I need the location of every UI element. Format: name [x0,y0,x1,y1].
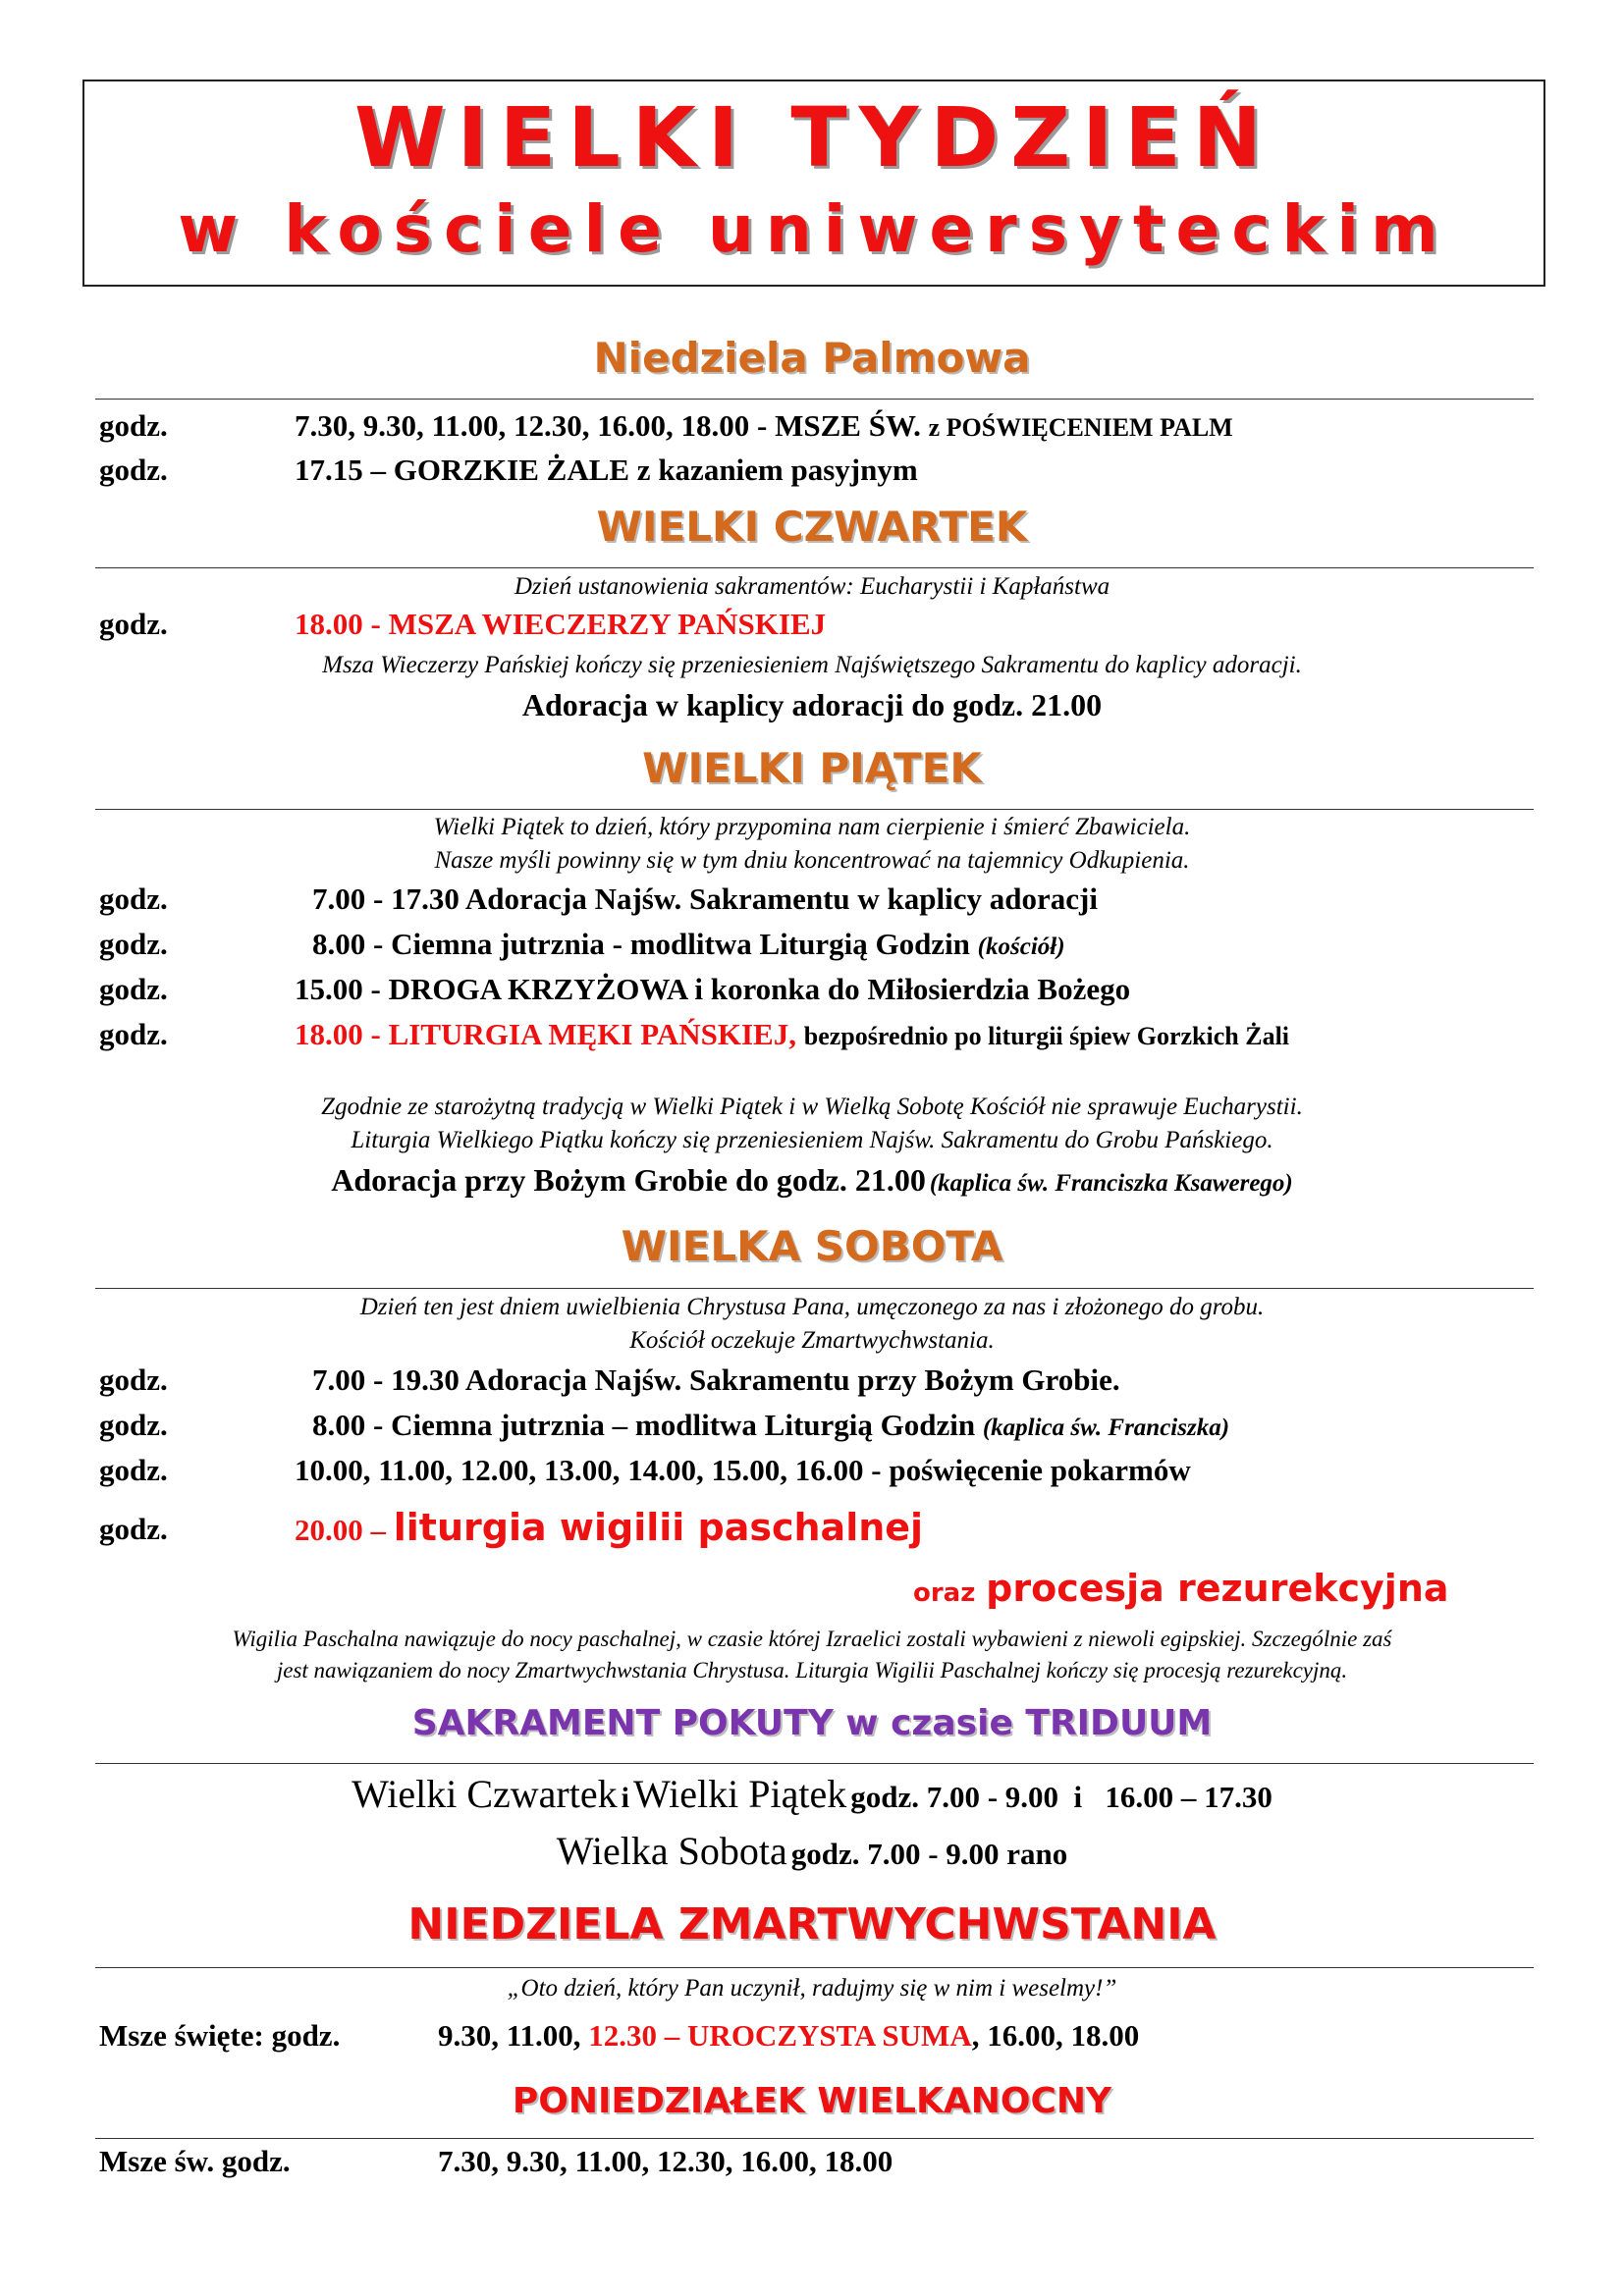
adoration-note: (kaplica św. Franciszka Ksawerego) [929,1170,1293,1197]
schedule-row [0,972,1624,1011]
quote-text: „Oto dzień, który Pan uczynił, radujmy się w nim i weselmy!” [507,1975,1117,2002]
confession-line [0,1771,1624,1817]
page-title: WIELKI TYDZIEŃ [353,89,1274,186]
vigil-title: liturgia wigilii paschalnej [393,1506,924,1549]
adoration-text: Adoracja w kaplicy adoracji do godz. 21.00 [521,687,1103,722]
page-subtitle: w kościele uniwersyteckim [178,191,1450,267]
row-label: godz. [99,1408,168,1442]
schedule-row [0,2144,1624,2183]
intro-text: Kościół oczekuje Zmartwychwstania. [629,1327,995,1354]
schedule-row [0,1408,1624,1447]
row-text: 7.30, 9.30, 11.00, 12.30, 16.00, 18.00 - MSZE ŚW. [295,408,921,443]
schedule-row [0,607,1624,646]
row-text: 20.00 – [295,1513,386,1547]
intro-text: Dzień ustanowienia sakramentów: Eucharystii i Kapłaństwa [514,573,1110,600]
row-text: 17.15 – GORZKIE ŻALE z kazaniem pasyjnym [295,453,918,487]
divider [95,1763,1534,1764]
row-text: 8.00 - Ciemna jutrznia - modlitwa Liturgią Godzin [312,927,970,961]
note-text: Wigilia Paschalna nawiązuje do nocy paschalnej, w czasie której Izraelici zostali wybawieni z niewoli egipskiej. Szczególnie zaś [232,1627,1392,1651]
mass-times: , 16.00, 18.00 [971,2018,1140,2053]
heading-palm-sunday: Niedziela Palmowa [593,334,1031,382]
schedule-row [0,927,1624,966]
schedule-row [0,881,1624,921]
intro-text: Nasze myśli powinny się w tym dniu koncentrować na tajemnicy Odkupienia. [434,847,1190,874]
procession-prefix: oraz [913,1578,976,1608]
heading-good-friday: WIELKI PIĄTEK [642,744,982,792]
note-text: Liturgia Wielkiego Piątku kończy się przeniesieniem Najśw. Sakramentu do Grobu Pańskiego. [351,1127,1273,1153]
row-label: godz. [99,408,168,443]
confession-line [0,1828,1624,1874]
heading-holy-thursday: WIELKI CZWARTEK [596,503,1028,551]
row-label: Msze święte: godz. [99,2018,341,2053]
heading-easter-sunday: NIEDZIELA ZMARTWYCHWSTANIA [407,1899,1217,1949]
note-text: Zgodnie ze starożytną tradycją w Wielki Piątek i w Wielką Sobotę Kościół nie sprawuje Eucharystii. [321,1094,1303,1120]
heading-holy-saturday: WIELKA SOBOTA [621,1222,1003,1270]
row-tail: z POŚWIĘCENIEM PALM [928,413,1233,442]
schedule-row [0,1362,1624,1402]
divider [95,1967,1534,1968]
confession-hours: godz. 7.00 - 9.00 i 16.00 – 17.30 [850,1780,1272,1814]
row-label: godz. [99,1017,168,1051]
row-text: 18.00 - MSZA WIECZERZY PAŃSKIEJ [295,607,827,641]
schedule-row [0,1017,1624,1056]
divider [95,809,1534,810]
row-label: godz. [99,881,168,916]
row-label: godz. [99,1512,168,1546]
row-label: godz. [99,1362,168,1397]
row-label: godz. [99,607,168,641]
confession-day: Wielki Piątek [632,1772,847,1816]
intro-text: Wielki Piątek to dzień, który przypomina nam cierpienie i śmierć Zbawiciela. [433,814,1191,840]
divider [95,399,1534,400]
note-text: Msza Wieczerzy Pańskiej kończy się przeniesieniem Najświętszego Sakramentu do kaplicy adoracji. [322,652,1302,678]
row-text: 15.00 - DROGA KRZYŻOWA i koronka do Miłosierdzia Bożego [295,972,1131,1006]
divider [95,567,1534,568]
schedule-row [0,408,1624,448]
schedule-row [0,2018,1624,2057]
row-text: 8.00 - Ciemna jutrznia – modlitwa Liturgią Godzin [312,1408,976,1442]
schedule-row [0,1453,1624,1492]
schedule-row [0,453,1624,492]
confession-day: Wielka Sobota [556,1829,787,1873]
title-box [82,80,1545,287]
procession-row [0,1567,1624,1622]
divider [95,1288,1534,1289]
note-text: jest nawiązaniem do nocy Zmartwychwstania Chrystusa. Liturgia Wigilii Paschalnej kończy się procesją rezurekcyjną. [276,1658,1348,1682]
intro-text: Dzień ten jest dniem uwielbienia Chrystusa Pana, umęczonego za nas i złożonego do grobu. [359,1294,1265,1320]
mass-times: 9.30, 11.00, [438,2018,581,2053]
heading-easter-monday: PONIEDZIAŁEK WIELKANOCNY [512,2081,1112,2121]
row-label: godz. [99,927,168,961]
procession-title: procesja rezurekcyjna [986,1567,1449,1610]
confession-hours: godz. 7.00 - 9.00 rano [790,1837,1068,1871]
row-text: 18.00 - LITURGIA MĘKI PAŃSKIEJ, [295,1017,796,1051]
row-tail: bezpośrednio po liturgii śpiew Gorzkich Żali [803,1022,1290,1050]
heading-confession: SAKRAMENT POKUTY w czasie TRIDUUM [411,1703,1213,1743]
schedule-row [0,1502,1624,1557]
row-text: 7.00 - 17.30 Adoracja Najśw. Sakramentu w kaplicy adoracji [312,881,1098,916]
row-label: Msze św. godz. [99,2144,291,2178]
row-note: (kaplica św. Franciszka) [982,1415,1230,1441]
confession-day: Wielki Czwartek [352,1772,618,1816]
solemn-mass: 12.30 – UROCZYSTA SUMA [588,2018,972,2053]
row-label: godz. [99,1453,168,1487]
row-label: godz. [99,453,168,487]
row-label: godz. [99,972,168,1006]
mass-times: 7.30, 9.30, 11.00, 12.30, 16.00, 18.00 [438,2144,893,2178]
confession-conj: i [621,1782,629,1814]
row-note: (kościół) [977,934,1065,960]
adoration-text: Adoracja przy Bożym Grobie do godz. 21.00 [331,1162,926,1198]
row-text: 7.00 - 19.30 Adoracja Najśw. Sakramentu przy Bożym Grobie. [312,1362,1120,1397]
row-text: 10.00, 11.00, 12.00, 13.00, 14.00, 15.00, 16.00 - poświęcenie pokarmów [295,1453,1191,1487]
divider [95,2138,1534,2139]
